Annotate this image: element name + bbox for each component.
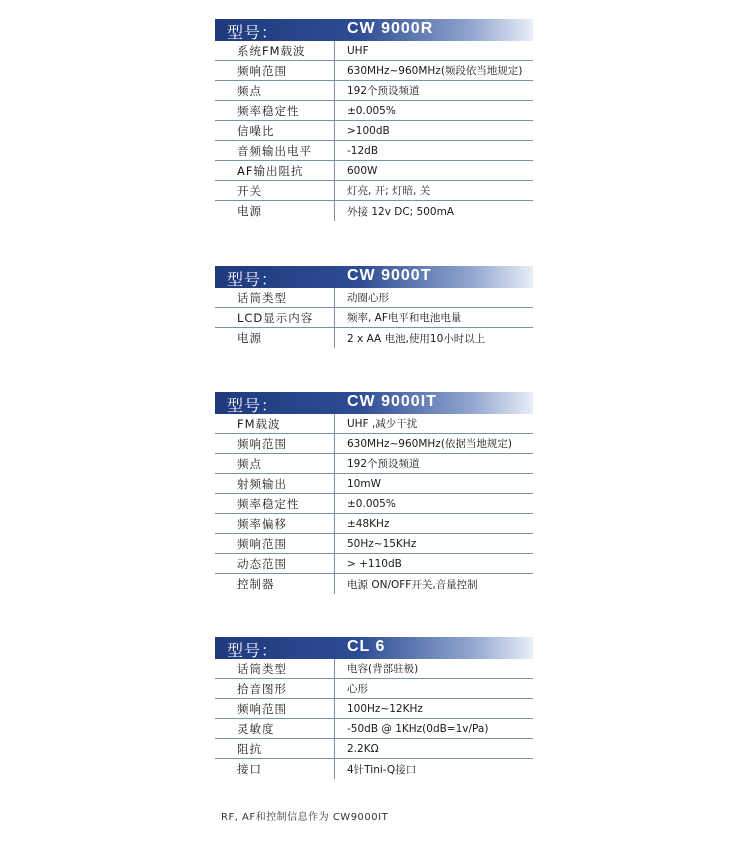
spec-value: 10mW [347, 477, 381, 490]
spec-key: LCD显示内容 [215, 308, 335, 327]
table-row [215, 181, 533, 201]
table-row [215, 534, 533, 554]
spec-value: 频率, AF电平和电池电量 [347, 312, 462, 324]
spec-key: 动态范围 [215, 554, 335, 573]
spec-value: 2 x AA 电池,使用10小时以上 [347, 332, 486, 345]
model-label: 型号： [227, 23, 279, 42]
spec-key: 频率稳定性 [215, 494, 335, 513]
spec-value: 192个预设频道 [347, 458, 420, 470]
model-name: CL 6 [347, 638, 386, 655]
table-row [215, 679, 533, 699]
spec-value: ±48KHz [347, 517, 390, 530]
spec-key: 电源 [215, 328, 335, 348]
spec-table-cw9000t [215, 266, 533, 348]
table-row [215, 719, 533, 739]
spec-value: 192个预设频道 [347, 85, 420, 97]
table-row [215, 759, 533, 779]
spec-value: 动圈心形 [347, 292, 389, 304]
spec-key: 频响范围 [215, 61, 335, 80]
spec-key: 频响范围 [215, 434, 335, 453]
footnote: RF, AF和控制信息作为 CW9000IT [221, 812, 389, 823]
spec-table-cw9000it [215, 392, 533, 594]
spec-value: 100Hz~12KHz [347, 702, 423, 715]
table-row [215, 699, 533, 719]
spec-value: 50Hz~15KHz [347, 537, 417, 550]
table-row [215, 414, 533, 434]
table-row [215, 61, 533, 81]
spec-key: 频响范围 [215, 534, 335, 553]
spec-value: >100dB [347, 124, 390, 137]
table-row [215, 659, 533, 679]
table-header [215, 392, 533, 414]
spec-key: 频响范围 [215, 699, 335, 718]
model-label: 型号： [227, 641, 279, 660]
spec-key: 开关 [215, 181, 335, 200]
spec-key: 接口 [215, 759, 335, 779]
table-row [215, 454, 533, 474]
table-row [215, 121, 533, 141]
spec-value: 4针Tini-Q接口 [347, 763, 417, 776]
table-row [215, 434, 533, 454]
table-row [215, 328, 533, 348]
table-row [215, 141, 533, 161]
spec-table-cl6 [215, 637, 533, 779]
spec-key: 频率稳定性 [215, 101, 335, 120]
spec-value: 外接 12v DC; 500mA [347, 205, 454, 218]
spec-value: ±0.005% [347, 497, 396, 510]
spec-value: 心形 [347, 683, 368, 695]
spec-value: -12dB [347, 144, 379, 157]
spec-key: 音频输出电平 [215, 141, 335, 160]
spec-value: UHF [347, 44, 369, 57]
spec-key: 阻抗 [215, 739, 335, 758]
table-header [215, 266, 533, 288]
table-row [215, 201, 533, 221]
spec-value: -50dB @ 1KHz(0dB=1v/Pa) [347, 722, 489, 735]
table-row [215, 514, 533, 534]
model-name: CW 9000IT [347, 393, 437, 410]
spec-value: > +110dB [347, 557, 402, 570]
spec-value: 630MHz~960MHz(依据当地规定) [347, 438, 513, 450]
table-row [215, 41, 533, 61]
spec-key: FM载波 [215, 414, 335, 433]
table-row [215, 308, 533, 328]
spec-key: AF输出阻抗 [215, 161, 335, 180]
table-row [215, 739, 533, 759]
spec-key: 拾音图形 [215, 679, 335, 698]
spec-key: 系统FM载波 [215, 41, 335, 60]
spec-table-cw9000r [215, 19, 533, 221]
spec-key: 射频输出 [215, 474, 335, 493]
spec-key: 频点 [215, 81, 335, 100]
spec-value: UHF ,减少干扰 [347, 418, 418, 430]
spec-value: 630MHz~960MHz(频段依当地规定) [347, 65, 523, 77]
spec-key: 频点 [215, 454, 335, 473]
spec-key: 频率偏移 [215, 514, 335, 533]
model-name: CW 9000R [347, 20, 434, 37]
model-name: CW 9000T [347, 267, 432, 284]
spec-key: 控制器 [215, 574, 335, 594]
table-header [215, 19, 533, 41]
spec-value: 灯亮, 开; 灯暗, 关 [347, 185, 431, 197]
model-label: 型号： [227, 270, 279, 289]
spec-value: 600W [347, 164, 378, 177]
table-row [215, 474, 533, 494]
model-label: 型号： [227, 396, 279, 415]
table-row [215, 494, 533, 514]
spec-key: 电源 [215, 201, 335, 221]
table-row [215, 81, 533, 101]
spec-key: 话筒类型 [215, 288, 335, 307]
table-row [215, 101, 533, 121]
spec-key: 信噪比 [215, 121, 335, 140]
spec-key: 话筒类型 [215, 659, 335, 678]
spec-value: ±0.005% [347, 104, 396, 117]
spec-value: 2.2KΩ [347, 742, 379, 755]
table-row [215, 161, 533, 181]
table-row [215, 288, 533, 308]
table-row [215, 574, 533, 594]
table-row [215, 554, 533, 574]
table-header [215, 637, 533, 659]
spec-key: 灵敏度 [215, 719, 335, 738]
spec-value: 电容(背部驻极) [347, 663, 419, 675]
spec-value: 电源 ON/OFF开关,音量控制 [347, 578, 478, 591]
